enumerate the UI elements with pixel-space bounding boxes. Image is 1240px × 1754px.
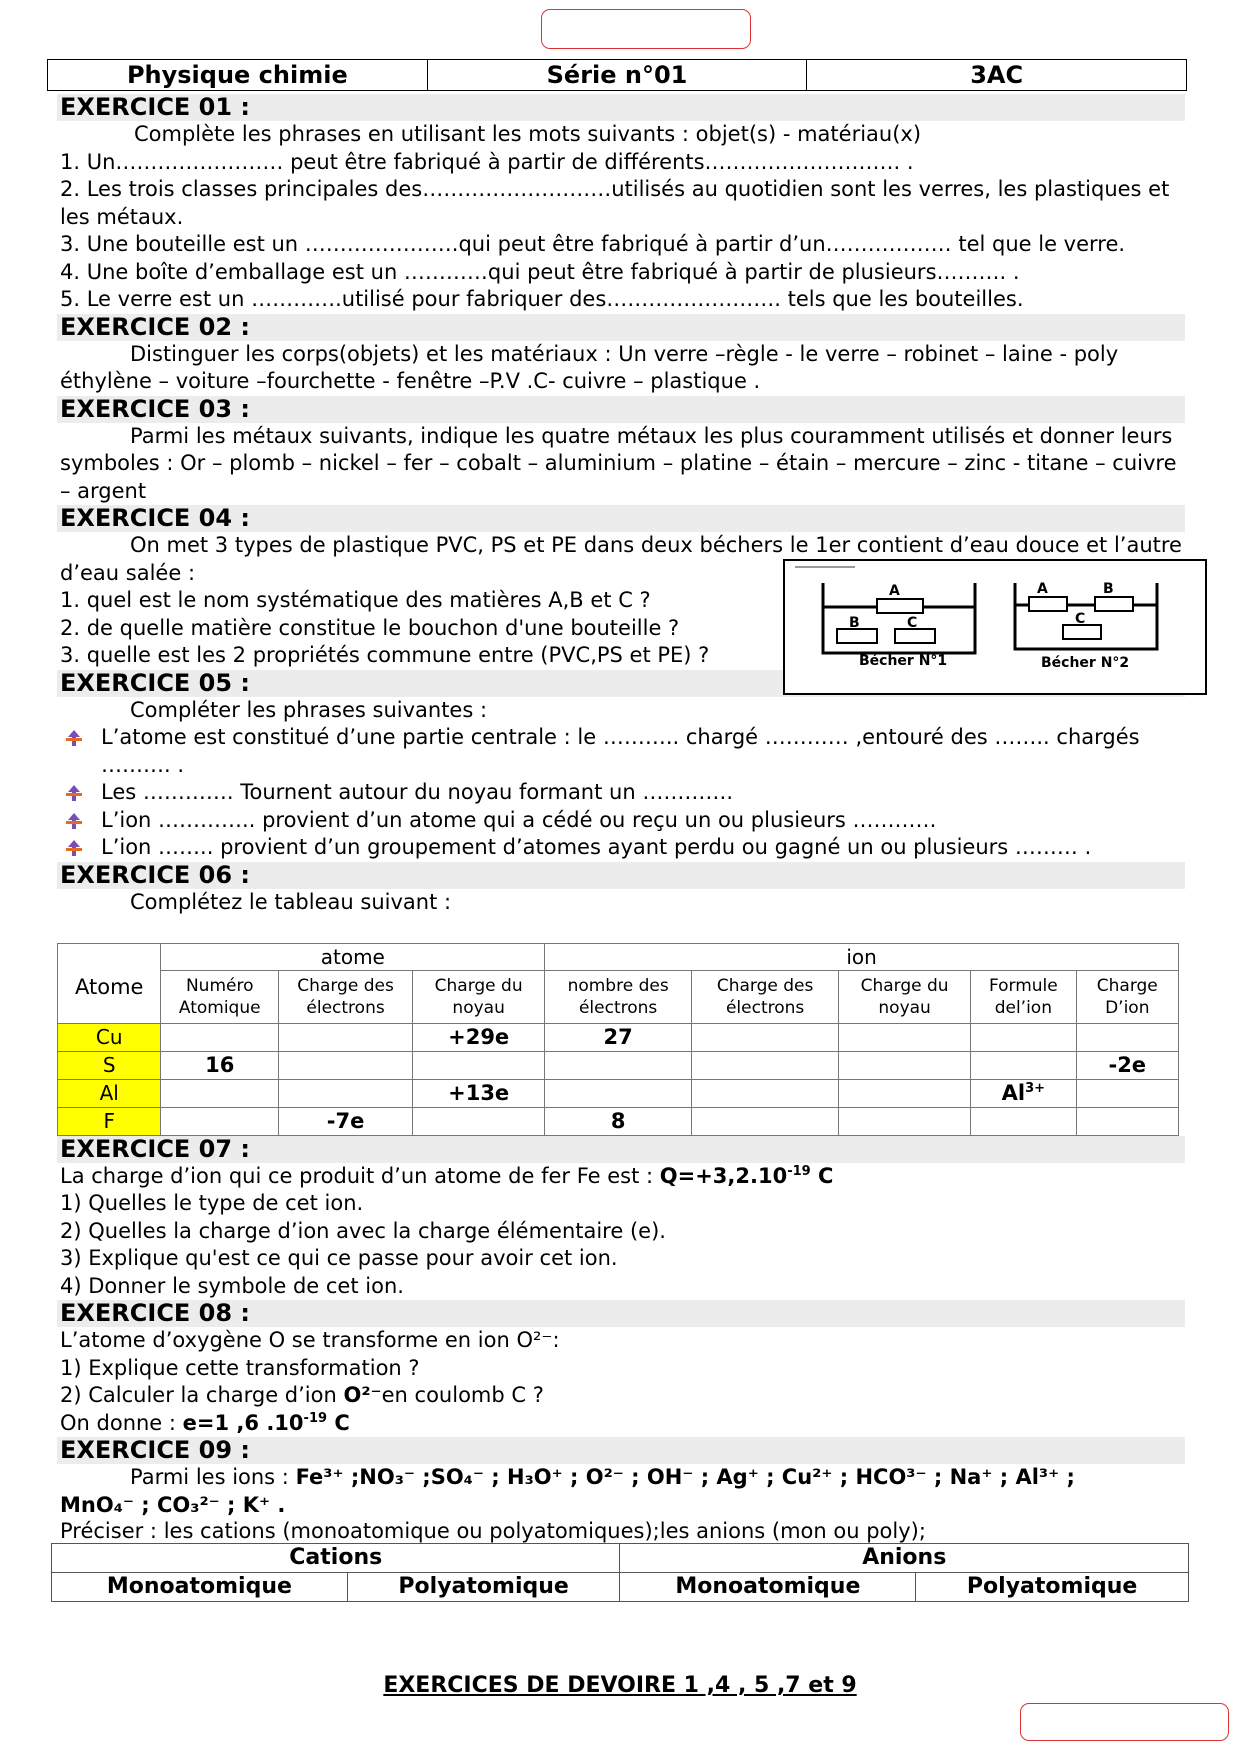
plastic-b-rect-1: [837, 629, 877, 643]
ex7-question-1: 1) Quelles le type de cet ion.: [60, 1191, 364, 1215]
ex4-question-1: 1. quel est le nom systématique des matières A,B et C ?: [60, 588, 651, 612]
ex3-text: Parmi les métaux suivants, indique les quatre métaux les plus couramment utilisés et donner leurs symboles : Or – plomb – nickel – fer – cobalt – aluminium – platine – étain – mercure – zinc - titane – cuivre – argent: [60, 423, 1177, 503]
cell-nb-e: [545, 1051, 692, 1079]
plastic-c-rect-2: [1063, 625, 1101, 639]
col-charge-noyau: Charge du noyau: [413, 971, 545, 1024]
cell-charge-e: [278, 1051, 412, 1079]
header-subject: Physique chimie: [48, 60, 428, 90]
cell-nb-e: [545, 1079, 692, 1107]
anions-mono: Monoatomique: [620, 1573, 916, 1602]
worksheet-content: [57, 94, 1185, 1602]
ex8-title: EXERCICE 08 :: [57, 1300, 1185, 1327]
cell-ion-charge-n: [839, 1079, 971, 1107]
beakers-figure: [783, 559, 1207, 695]
cell-formule: [971, 1023, 1076, 1051]
table-row: [58, 1023, 1179, 1051]
atom-ion-table: [57, 943, 1179, 1136]
cell-charge-n: +13e: [413, 1079, 545, 1107]
ex5-intro: Compléter les phrases suivantes :: [130, 697, 488, 722]
atom-cell: S: [58, 1051, 161, 1079]
ex4-question-2: 2. de quelle matière constitue le bouchon d'une bouteille ?: [60, 615, 680, 640]
ex7-question-3: 3) Explique qu'est ce qui ce passe pour avoir cet ion.: [60, 1246, 618, 1270]
cell-numero: 16: [161, 1051, 278, 1079]
ex4-intro: On met 3 types de plastique PVC, PS et PE dans deux béchers le 1er contient d’eau douce et l’autre d’eau salée :: [60, 533, 1182, 585]
list-item: [57, 724, 1185, 779]
ex8-line1: L’atome d’oxygène O se transforme en ion O²⁻:: [60, 1328, 560, 1352]
ex7-question-2: 2) Quelles la charge d’ion avec la charge élémentaire (e).: [60, 1218, 666, 1243]
label-b-1: B: [849, 615, 860, 631]
group-ion: ion: [545, 944, 1179, 971]
cell-numero: [161, 1023, 278, 1051]
ex4-question-3: 3. quelle est les 2 propriétés commune entre (PVC,PS et PE) ?: [60, 643, 710, 667]
ex2-text: Distinguer les corps(objets) et les matériaux : Un verre –règle - le verre – robinet – laine - poly éthylène – voiture –fourchette - fenêtre –P.V .C- cuivre – plastique .: [60, 341, 1119, 393]
ex9-ions-2: MnO₄⁻ ; CO₃²⁻ ; K⁺ .: [60, 1492, 286, 1517]
header-level: 3AC: [970, 61, 1024, 89]
ions-classification-table: [51, 1543, 1189, 1602]
cell-formule: [971, 1107, 1076, 1135]
beakers-diagram: [785, 561, 1205, 693]
col-nombre-electrons: nombre des électrons: [545, 971, 692, 1024]
ex1-intro: Complète les phrases en utilisant les mots suivants : objet(s) - matériau(x): [134, 122, 922, 146]
ex2-title: EXERCICE 02 :: [57, 314, 1185, 341]
plastic-a-rect-1: [877, 599, 923, 613]
header-table: [47, 59, 1187, 91]
col-ion-charge-noyau: Charge du noyau: [839, 971, 971, 1024]
top-blank-box: [541, 9, 751, 49]
label-b-2: B: [1103, 581, 1114, 597]
ex5-bullet-1: L’atome est constitué d’une partie centrale : le ……….. chargé ………… ,entouré des …….. chargés ………. .: [101, 725, 1140, 777]
cell-charge-e: [278, 1079, 412, 1107]
ex7-intro: La charge d’ion qui ce produit d’un atome de fer Fe est : $Q=+3,2.10^{-19}$ C: [60, 1163, 834, 1188]
ex1-line-5: 5. Le verre est un ………….utilisé pour fabriquer des……………………. tels que les bouteilles.: [60, 287, 1024, 311]
ex7-title: EXERCICE 07 :: [57, 1136, 1185, 1163]
arrow-bullet-icon: [65, 729, 83, 747]
table-row: [58, 1107, 1179, 1135]
cell-charge-ion: -2e: [1076, 1051, 1178, 1079]
ex1-line-2: 2. Les trois classes principales des………………………utilisés au quotidien sont les verres, les plastiques et les métaux.: [60, 177, 1170, 229]
ex5-bullet-list: [57, 724, 1185, 862]
plastic-c-rect-1: [895, 629, 935, 643]
bottom-blank-box: [1020, 1703, 1229, 1741]
ex5-bullet-4: L’ion …….. provient d’un groupement d’atomes ayant perdu ou gagné un ou plusieurs ……… .: [101, 835, 1092, 859]
ex1-line-4: 4. Une boîte d’emballage est un …………qui peut être fabriqué à partir de plusieurs………. .: [60, 259, 1020, 284]
cell-nb-e: 27: [545, 1023, 692, 1051]
cell-ion-charge-e: [692, 1051, 839, 1079]
cell-ion-charge-n: [839, 1023, 971, 1051]
group-atome: atome: [161, 944, 545, 971]
atom-cell: Al: [58, 1079, 161, 1107]
ex4-section: [57, 505, 1185, 670]
cations-header: Cations: [52, 1544, 620, 1573]
beaker-1-label: Bécher N°1: [859, 653, 948, 669]
ex9-precise: Préciser : les cations (monoatomique ou polyatomiques);les anions (mon ou poly);: [60, 1519, 926, 1543]
ex9-title: EXERCICE 09 :: [57, 1437, 1185, 1464]
cell-numero: [161, 1107, 278, 1135]
ex6-intro: Complétez le tableau suivant :: [130, 889, 452, 914]
beaker-2-label: Bécher N°2: [1041, 655, 1130, 671]
ex5-title: EXERCICE 05 :: [57, 670, 1185, 697]
cell-charge-e: [278, 1023, 412, 1051]
cations-poly: Polyatomique: [347, 1573, 620, 1602]
label-a-1: A: [889, 583, 900, 599]
cell-ion-charge-e: [692, 1023, 839, 1051]
cell-charge-n: [413, 1051, 545, 1079]
cell-ion-charge-n: [839, 1051, 971, 1079]
ex8-q1: 1) Explique cette transformation ?: [60, 1355, 420, 1380]
cations-mono: Monoatomique: [52, 1573, 348, 1602]
cell-formule: $Al^{3+}$: [971, 1079, 1076, 1107]
cell-charge-n: [413, 1107, 545, 1135]
header-series: Série n°01: [428, 60, 808, 90]
ex5-bullet-3: L’ion ………….. provient d’un atome qui a cédé ou reçu un ou plusieurs …………: [101, 807, 937, 832]
cell-charge-ion: [1076, 1023, 1178, 1051]
label-c-1: C: [907, 615, 918, 631]
label-c-2: C: [1075, 611, 1086, 627]
table-row: [58, 1051, 1179, 1079]
cell-charge-n: +29e: [413, 1023, 545, 1051]
cell-charge-ion: [1076, 1107, 1178, 1135]
plastic-a-rect-2: [1029, 597, 1067, 611]
cell-charge-e: -7e: [278, 1107, 412, 1135]
ex5-bullet-2: Les …………. Tournent autour du noyau formant un ………….: [101, 780, 733, 804]
ex8-q2: 2) Calculer la charge d’ion O²⁻en coulomb C ?: [60, 1383, 544, 1407]
list-item: [57, 807, 1185, 835]
cell-charge-ion: [1076, 1079, 1178, 1107]
ex7-question-4: 4) Donner le symbole de cet ion.: [60, 1273, 404, 1298]
atom-cell: Cu: [58, 1023, 161, 1051]
col-ion-charge-electrons: Charge des électrons: [692, 971, 839, 1024]
ex1-title: EXERCICE 01 :: [57, 94, 1185, 121]
col-formule: Formule del’ion: [971, 971, 1076, 1024]
cell-nb-e: 8: [545, 1107, 692, 1135]
anions-poly: Polyatomique: [916, 1573, 1189, 1602]
cell-ion-charge-e: [692, 1107, 839, 1135]
cell-formule: [971, 1051, 1076, 1079]
cell-ion-charge-e: [692, 1079, 839, 1107]
cell-ion-charge-n: [839, 1107, 971, 1135]
col-charge-ion: Charge D’ion: [1076, 971, 1178, 1024]
col-numero: Numéro Atomique: [161, 971, 278, 1024]
arrow-bullet-icon: [65, 839, 83, 857]
col-charge-electrons: Charge des électrons: [278, 971, 412, 1024]
corner-cell: [58, 944, 161, 971]
atom-cell: F: [58, 1107, 161, 1135]
label-a-2: A: [1037, 581, 1048, 597]
homework-footer: EXERCICES DE DEVOIRE 1 ,4 , 5 ,7 et 9: [383, 1673, 857, 1698]
list-item: [57, 779, 1185, 807]
arrow-bullet-icon: [65, 812, 83, 830]
ex4-title: EXERCICE 04 :: [57, 505, 1185, 532]
plastic-b-rect-2: [1095, 597, 1133, 611]
arrow-bullet-icon: [65, 784, 83, 802]
cell-numero: [161, 1079, 278, 1107]
ex9-ions: Parmi les ions : Fe³⁺ ;NO₃⁻ ;SO₄⁻ ; H₃O⁺ ; O²⁻ ; OH⁻ ; Ag⁺ ; Cu²⁺ ; HCO³⁻ ; Na⁺ ; Al³⁺ ;: [130, 1465, 1075, 1489]
anions-header: Anions: [620, 1544, 1189, 1573]
table-row: [58, 1079, 1179, 1107]
ex6-title: EXERCICE 06 :: [57, 862, 1185, 889]
ex8-given: On donne : e=1 ,6 $.10^{-19}$ C: [60, 1410, 350, 1435]
ex3-title: EXERCICE 03 :: [57, 396, 1185, 423]
ex1-line-1: 1. Un…………………… peut être fabriqué à partir de différents………………………. .: [60, 149, 914, 174]
ex1-line-3: 3. Une bouteille est un ………………….qui peut être fabriqué à partir d’un……………… tel que le verre.: [60, 232, 1126, 256]
col-atome: Atome: [58, 971, 161, 1024]
list-item: [57, 834, 1185, 862]
